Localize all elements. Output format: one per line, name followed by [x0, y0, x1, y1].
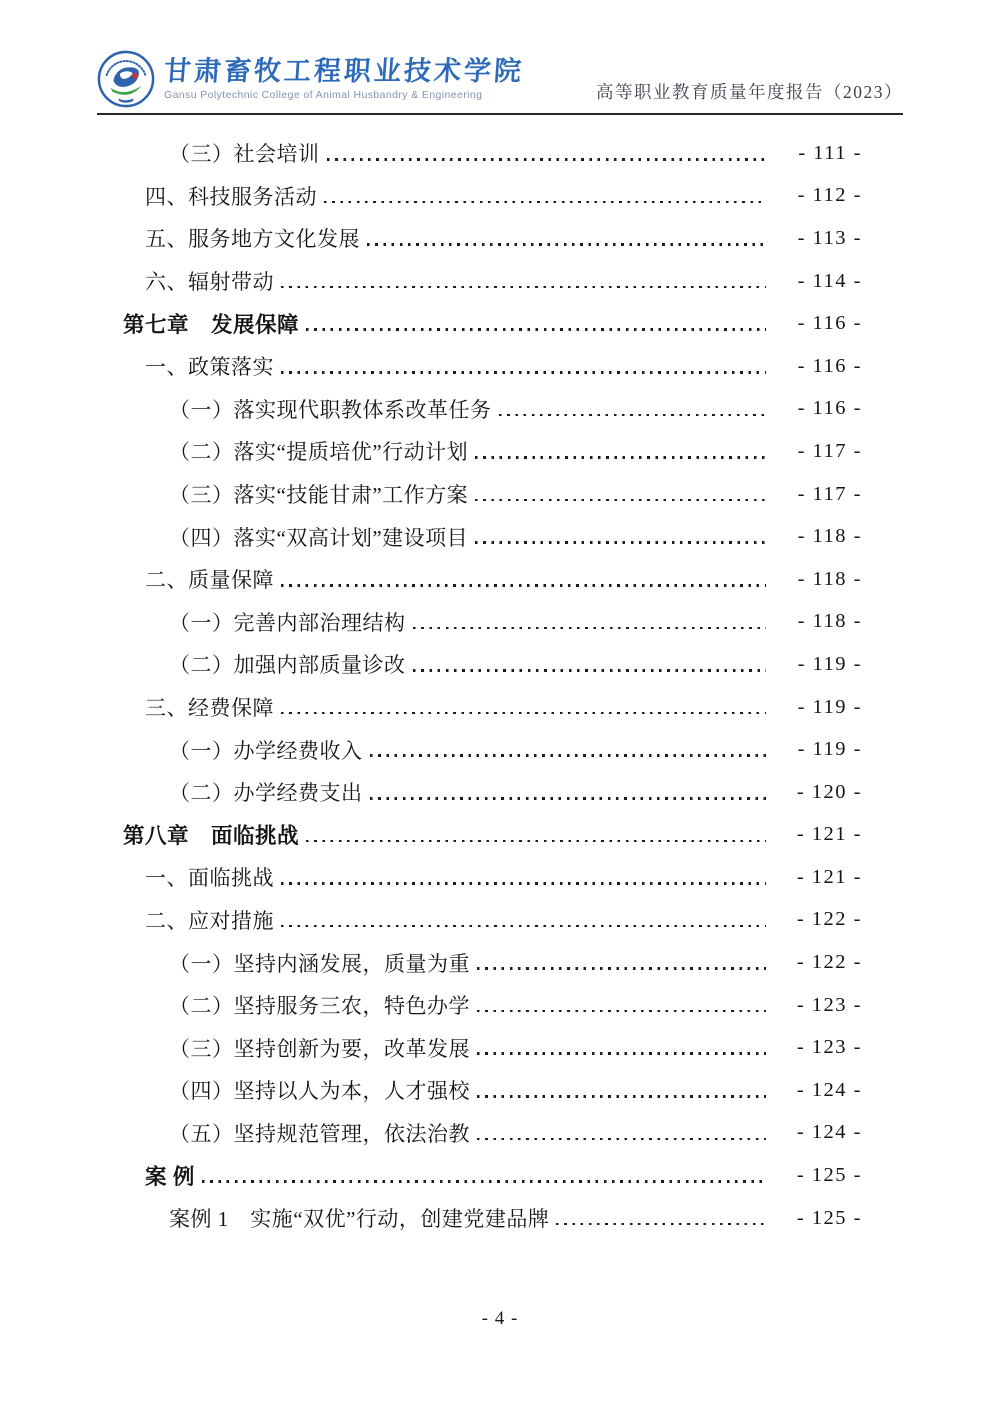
dot-leader	[475, 499, 766, 502]
toc-entry-label: 二、质量保障	[145, 568, 274, 593]
toc-entry	[123, 814, 862, 857]
dot-leader	[306, 840, 766, 843]
toc-entry	[123, 1026, 862, 1069]
toc-entry-page: - 116 -	[797, 397, 862, 420]
toc-entry-label: （二）坚持服务三农，特色办学	[169, 994, 470, 1019]
toc-entry-page: - 119 -	[797, 652, 862, 675]
toc-entry	[123, 388, 862, 431]
toc-entry-label: （二）落实“提质培优”行动计划	[169, 440, 469, 465]
toc-entry-page: - 119 -	[797, 695, 862, 718]
toc-entry-page: - 122 -	[796, 908, 862, 931]
toc-entry-page: - 119 -	[797, 738, 862, 761]
toc-entry-page: - 117 -	[797, 482, 862, 505]
toc-entry-label: 五、服务地方文化发展	[145, 227, 360, 252]
toc-entry-label: 四、科技服务活动	[145, 184, 317, 209]
toc-entry	[123, 771, 862, 814]
dot-leader	[475, 541, 766, 544]
dot-leader	[477, 1052, 766, 1055]
dot-leader	[413, 627, 767, 630]
college-emblem-icon	[97, 50, 155, 108]
dot-leader	[477, 967, 766, 970]
toc-entry-page: - 118 -	[797, 610, 862, 633]
toc-entry	[123, 515, 862, 558]
dot-leader	[281, 371, 766, 374]
toc-entry-page: - 111 -	[798, 141, 862, 164]
toc-entry-label: 案 例	[145, 1165, 195, 1190]
toc-entry-label: （三）坚持创新为要，改革发展	[169, 1036, 470, 1061]
toc-entry-page: - 116 -	[797, 312, 862, 335]
toc-entry	[123, 728, 862, 771]
college-logo	[97, 50, 524, 108]
toc-entry	[123, 1112, 862, 1155]
toc-entry-page: - 122 -	[796, 951, 862, 974]
toc-entry-page: - 118 -	[797, 567, 862, 590]
dot-leader	[327, 158, 767, 161]
toc-entry-label: 六、辐射带动	[145, 270, 274, 295]
toc-entry	[123, 473, 862, 516]
toc-entry-label: （二）加强内部质量诊改	[169, 653, 406, 678]
toc-entry	[123, 856, 862, 899]
toc-entry-label: （二）办学经费支出	[169, 781, 363, 806]
toc-entry-page: - 121 -	[796, 823, 862, 846]
toc-entry-page: - 124 -	[796, 1078, 862, 1101]
dot-leader	[370, 797, 767, 800]
toc-entry	[123, 1197, 862, 1240]
dot-leader	[477, 1138, 766, 1141]
dot-leader	[367, 243, 766, 246]
toc-entry	[123, 132, 862, 175]
toc-entry	[123, 984, 862, 1027]
toc-entry-page: - 121 -	[796, 865, 862, 888]
dot-leader	[477, 1010, 766, 1013]
dot-leader	[370, 754, 767, 757]
dot-leader	[281, 712, 766, 715]
toc-entry-label: 案例 1 实施“双优”行动，创建党建品牌	[169, 1207, 550, 1232]
dot-leader	[324, 201, 766, 204]
toc-entry	[123, 643, 862, 686]
dot-leader	[202, 1180, 766, 1183]
toc-entry-page: - 116 -	[797, 354, 862, 377]
report-title: 高等职业教育质量年度报告（2023）	[596, 82, 903, 102]
toc-entry-label: （三）社会培训	[169, 142, 320, 167]
dot-leader	[281, 286, 766, 289]
toc-entry	[123, 175, 862, 218]
dot-leader	[281, 882, 766, 885]
toc-entry-page: - 118 -	[797, 525, 862, 548]
toc-entry-label: （一）落实现代职教体系改革任务	[169, 397, 492, 422]
toc-entry	[123, 1069, 862, 1112]
toc-entry-label: （一）坚持内涵发展，质量为重	[169, 951, 470, 976]
toc-entry-label: 第八章 面临挑战	[123, 824, 300, 849]
toc-entry-label: （一）完善内部治理结构	[169, 610, 406, 635]
toc-entry	[123, 899, 862, 942]
dot-leader	[475, 456, 766, 459]
toc-entry	[123, 558, 862, 601]
dot-leader	[281, 584, 766, 587]
toc-list	[123, 132, 862, 1239]
toc-entry-label: 一、政策落实	[145, 355, 274, 380]
toc-entry-label: 二、应对措施	[145, 908, 274, 933]
toc-entry	[123, 1154, 862, 1197]
toc-entry-label: （三）落实“技能甘肃”工作方案	[169, 483, 469, 508]
dot-leader	[413, 669, 767, 672]
toc-entry	[123, 217, 862, 260]
toc-entry-label: 三、经费保障	[145, 696, 274, 721]
page-header	[97, 50, 903, 115]
toc-entry-page: - 120 -	[796, 780, 862, 803]
toc-entry	[123, 686, 862, 729]
dot-leader	[281, 925, 766, 928]
dot-leader	[556, 1223, 766, 1226]
header-rule	[97, 50, 903, 115]
toc-entry-page: - 125 -	[796, 1206, 862, 1229]
college-name-block	[164, 57, 524, 102]
toc-entry-page: - 114 -	[797, 269, 862, 292]
toc-entry-label: 第七章 发展保障	[123, 313, 300, 338]
toc-entry	[123, 260, 862, 303]
toc-entry	[123, 601, 862, 644]
toc-entry	[123, 430, 862, 473]
toc-entry-page: - 123 -	[796, 1036, 862, 1059]
toc-entry-page: - 124 -	[796, 1121, 862, 1144]
footer-page-number: - 4 -	[481, 1308, 519, 1329]
toc-entry-label: （一）办学经费收入	[169, 738, 363, 763]
toc-entry-label: （五）坚持规范管理，依法治教	[169, 1121, 470, 1146]
toc-entry-page: - 125 -	[796, 1164, 862, 1187]
toc-entry	[123, 345, 862, 388]
toc-entry-page: - 117 -	[797, 439, 862, 462]
college-name-zh: 甘肃畜牧工程职业技术学院	[163, 55, 526, 86]
college-name-en: Gansu Polytechnic College of Animal Husbandry & Engineering	[164, 89, 483, 102]
toc-entry-label: （四）坚持以人为本，人才强校	[169, 1079, 470, 1104]
dot-leader	[499, 414, 767, 417]
toc-entry	[123, 302, 862, 345]
toc-entry-label: （四）落实“双高计划”建设项目	[169, 525, 469, 550]
toc-entry-label: 一、面临挑战	[145, 866, 274, 891]
toc-entry-page: - 112 -	[797, 184, 862, 207]
dot-leader	[306, 328, 766, 331]
dot-leader	[477, 1095, 766, 1098]
toc-entry-page: - 123 -	[796, 993, 862, 1016]
toc-entry-page: - 113 -	[797, 226, 862, 249]
toc-entry	[123, 941, 862, 984]
